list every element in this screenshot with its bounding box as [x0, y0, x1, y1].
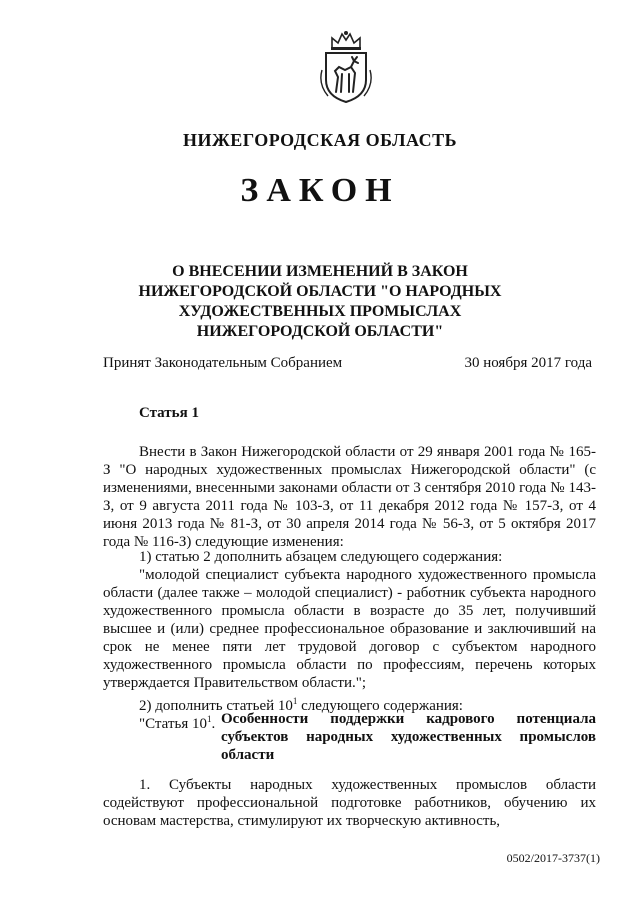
adoption-date: 30 ноября 2017 года — [464, 355, 592, 371]
new-article-heading: Особенности поддержки кадрового потенциала субъектов народных художественных промыслов области — [221, 711, 596, 763]
intro-text: Внести в Закон Нижегородской области от 29 января 2001 года № 165-З "О народных художественных промыслах Нижегородской области" (с изменениями, внесенными законами области от 3 сентября 2010 года № 143-З, от 9 августа 2011 года № 103-З, от 11 декабря 2012 года № 157-З, от 4 июня 2013 года № 81-З, от 30 апреля 2014 года № 56-З, от 5 октября 2017 года № 116-З) следующие изменения: — [103, 444, 596, 550]
item-1-paragraph — [103, 548, 596, 566]
quote-1-paragraph — [103, 566, 596, 692]
new-article-lead: "Статья 10 — [139, 716, 207, 732]
item-2-prefix: 2) дополнить статьей 10 — [139, 698, 293, 714]
document-number: 0502/2017-3737(1) — [506, 851, 600, 865]
clause-1-text: 1. Субъекты народных художественных промыслов области содействуют профессиональной подготовке работников, обучению их основам мастерства, стимулируют их творческую активность, — [103, 777, 596, 829]
document-type: ЗАКОН — [240, 172, 400, 209]
law-title: О ВНЕСЕНИИ ИЗМЕНЕНИЙ В ЗАКОН НИЖЕГОРОДСКОЙ ОБЛАСТИ "О НАРОДНЫХ ХУДОЖЕСТВЕННЫХ ПРОМЫСЛАХ НИЖЕГОРОДСКОЙ ОБЛАСТИ" — [138, 263, 502, 340]
coat-of-arms-icon — [318, 30, 374, 104]
clause-1-paragraph — [103, 776, 596, 830]
new-article-label — [139, 710, 215, 733]
item-2-suffix: следующего содержания: — [297, 698, 463, 714]
new-article-dot: . — [211, 716, 216, 732]
item-1-text: 1) статью 2 дополнить абзацем следующего содержания: — [139, 549, 503, 565]
new-article-superscript: 1 — [206, 714, 212, 724]
adoption-label: Принят Законодательным Собранием — [103, 355, 343, 371]
article-heading: Статья 1 — [139, 405, 199, 421]
article-intro-paragraph — [103, 443, 596, 551]
quote-1-text: "молодой специалист субъекта народного художественного промысла области (далее также – молодой специалист) - работник субъекта народного художественного промысла области в возрасте до 35 лет, получивший высшее и (или) среднее профессиональное образование и заключивший на срок не менее пяти лет трудовой договор с субъектом народного художественного промысла области по профессиям, перечень которых утверждается Правительством области."; — [103, 567, 596, 691]
item-2-superscript: 1 — [292, 696, 298, 706]
region-title: НИЖЕГОРОДСКАЯ ОБЛАСТЬ — [182, 130, 458, 150]
